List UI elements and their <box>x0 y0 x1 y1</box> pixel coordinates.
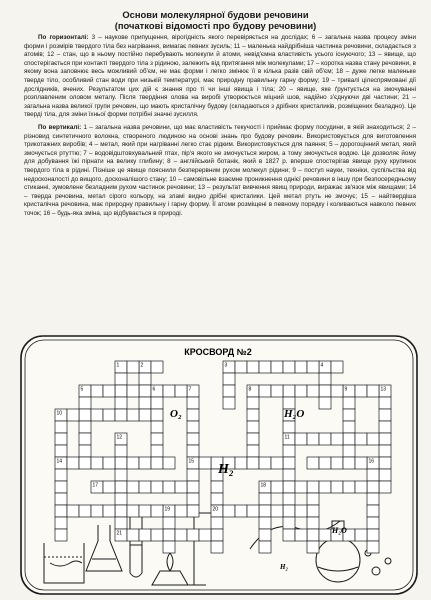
title-line-2: (початкові відомості про будову речовини) <box>114 20 317 31</box>
crossword-cell[interactable] <box>247 505 259 517</box>
crossword-cell[interactable] <box>55 421 67 433</box>
crossword-cell[interactable] <box>343 409 355 421</box>
crossword-cell[interactable] <box>115 397 127 409</box>
crossword-cell[interactable] <box>79 421 91 433</box>
crossword-cell[interactable] <box>79 433 91 445</box>
crossword-cell[interactable] <box>307 493 319 505</box>
crossword-cell[interactable] <box>319 433 331 445</box>
crossword-cell[interactable] <box>115 385 127 397</box>
crossword-cell[interactable] <box>91 505 103 517</box>
crossword-cell[interactable] <box>247 361 259 373</box>
crossword-cell[interactable] <box>379 469 391 481</box>
crossword-cell[interactable] <box>127 361 139 373</box>
crossword-cell[interactable] <box>343 481 355 493</box>
crossword-cell[interactable] <box>187 529 199 541</box>
crossword-cell[interactable] <box>139 397 151 409</box>
crossword-cell[interactable] <box>307 529 319 541</box>
crossword-cell[interactable] <box>247 457 259 469</box>
crossword-cell[interactable] <box>151 445 163 457</box>
crossword-cell[interactable] <box>355 433 367 445</box>
crossword-cell[interactable] <box>223 397 235 409</box>
crossword-cell[interactable] <box>103 457 115 469</box>
crossword-cell[interactable] <box>307 517 319 529</box>
crossword-cell[interactable] <box>139 481 151 493</box>
crossword-cell[interactable] <box>139 529 151 541</box>
crossword-cell[interactable] <box>91 385 103 397</box>
crossword-cell[interactable] <box>283 361 295 373</box>
crossword-cell[interactable] <box>271 361 283 373</box>
crossword-cell[interactable] <box>115 505 127 517</box>
crossword-cell[interactable] <box>331 385 343 397</box>
crossword-cell[interactable] <box>55 505 67 517</box>
vertical-text: 1 – загальна назва речовини, що має властивість текучості і приймає форму посудини, в якій знаходиться; 2 – різновид синтетичного волокна, створеного людиною на основі знань про будову речовин. Використовується для виготовлення трикотажних виробів; 4 – метал, який при нагріванні легко стає рідким. Використовується для паяння; 5 – дорогоцінний метал, який змочується ртуттю; 7 – водовідштовхувальний птах, пір'я якого не змочується жиром, а тому змочується водою. Це дозволяє йому для добування їжі пірнати на велику глибину; 8 – англійський ботанік, який в 1827 р. вперше спостерігав явище руху крупинок твердого тіла в рідині. Пізніше це явище пояснили безперервним рухом молекул рідини; 9 – поступ науки, техніки, суспільства від недосконалості до вищого, досконалішого стану; 10 – самовільне взаємне проникнення однієї речовини в іншу при безпосередньому стиканні, зумовлене безладним рухом частинок речовини; 13 – результат вивчення явищ природи, виражає зв'язок між явищами; 14 – тверда речовина, метал сірого кольору, на зламі видно дрібні кристалики. Цей метал ртуть не змочує; 15 – найтвердіша кристалічна речовина, має природну правильну і гарну форму. Її атоми розміщені в певному порядку і коливаються навколо певних точок; 16 – будь-яка зміна, що відбувається в природі. <box>24 123 416 217</box>
crossword-cell[interactable] <box>91 457 103 469</box>
crossword-cell[interactable] <box>367 529 379 541</box>
crossword-cell[interactable] <box>115 481 127 493</box>
crossword-cell[interactable] <box>79 457 91 469</box>
formula-label: H₂O <box>332 526 347 535</box>
crossword-cell[interactable] <box>151 481 163 493</box>
crossword-cell[interactable] <box>163 541 175 553</box>
crossword-cell[interactable] <box>163 481 175 493</box>
crossword-cell[interactable] <box>163 517 175 529</box>
crossword-cell[interactable] <box>187 493 199 505</box>
crossword-cell[interactable] <box>283 385 295 397</box>
crossword-cell[interactable] <box>259 529 271 541</box>
crossword-cell[interactable] <box>115 517 127 529</box>
crossword-cell[interactable] <box>379 433 391 445</box>
crossword-cell[interactable] <box>379 457 391 469</box>
crossword-cell[interactable] <box>367 493 379 505</box>
cell-number: 1 <box>116 362 120 369</box>
crossword-cell[interactable] <box>283 517 295 529</box>
crossword-cell[interactable] <box>271 385 283 397</box>
crossword-cell[interactable] <box>283 505 295 517</box>
crossword-cell[interactable] <box>367 469 379 481</box>
crossword-cell[interactable] <box>283 493 295 505</box>
crossword-cell[interactable] <box>235 457 247 469</box>
crossword-cell[interactable] <box>307 433 319 445</box>
crossword-cell[interactable] <box>319 397 331 409</box>
crossword-cell[interactable] <box>247 445 259 457</box>
crossword-cell[interactable] <box>283 481 295 493</box>
cell-number: 14 <box>56 458 63 465</box>
cell-number: 17 <box>92 482 99 489</box>
crossword-cell[interactable] <box>343 421 355 433</box>
cell-number: 5 <box>80 386 84 393</box>
cell-number: 9 <box>344 386 348 393</box>
formula-label: O₂ <box>170 408 182 420</box>
crossword-cell[interactable] <box>55 493 67 505</box>
crossword-cell[interactable] <box>343 433 355 445</box>
crossword-cell[interactable] <box>331 361 343 373</box>
crossword-cell[interactable] <box>307 541 319 553</box>
crossword-cell[interactable] <box>271 505 283 517</box>
crossword-cell[interactable] <box>139 373 151 385</box>
crossword-cell[interactable] <box>187 505 199 517</box>
crossword-cell[interactable] <box>259 517 271 529</box>
crossword-cell[interactable] <box>115 493 127 505</box>
crossword-cell[interactable] <box>55 469 67 481</box>
crossword-cell[interactable] <box>163 385 175 397</box>
crossword-cell[interactable] <box>295 433 307 445</box>
crossword-cell[interactable] <box>379 481 391 493</box>
formula-label: H₂ <box>280 563 288 571</box>
crossword-cell[interactable] <box>295 481 307 493</box>
cell-number: 3 <box>224 362 228 369</box>
crossword-cell[interactable] <box>139 505 151 517</box>
crossword-cell[interactable] <box>163 529 175 541</box>
crossword-cell[interactable] <box>103 505 115 517</box>
crossword-cell[interactable] <box>319 373 331 385</box>
crossword-cell[interactable] <box>103 385 115 397</box>
crossword-cell[interactable] <box>307 385 319 397</box>
vertical-clues <box>24 124 416 219</box>
crossword-cell[interactable] <box>223 385 235 397</box>
crossword-cell[interactable] <box>283 529 295 541</box>
crossword-cell[interactable] <box>379 409 391 421</box>
crossword-cell[interactable] <box>283 421 295 433</box>
crossword-cell[interactable] <box>211 481 223 493</box>
crossword-cell[interactable] <box>115 445 127 457</box>
crossword-cell[interactable] <box>79 397 91 409</box>
crossword-cell[interactable] <box>379 397 391 409</box>
crossword-cell[interactable] <box>127 481 139 493</box>
crossword-cell[interactable] <box>199 457 211 469</box>
crossword-cell[interactable] <box>79 409 91 421</box>
crossword-cell[interactable] <box>151 505 163 517</box>
crossword-cell[interactable] <box>115 373 127 385</box>
crossword-cell[interactable] <box>187 445 199 457</box>
crossword-cell[interactable] <box>151 409 163 421</box>
cell-number: 21 <box>116 530 123 537</box>
crossword-cell[interactable] <box>127 457 139 469</box>
crossword-cell[interactable] <box>235 361 247 373</box>
crossword-cell[interactable] <box>343 457 355 469</box>
crossword-cell[interactable] <box>115 457 127 469</box>
crossword-cell[interactable] <box>163 457 175 469</box>
cell-number: 7 <box>188 386 192 393</box>
crossword-cell[interactable] <box>151 397 163 409</box>
crossword-cell[interactable] <box>175 529 187 541</box>
crossword-cell[interactable] <box>319 385 331 397</box>
crossword-cell[interactable] <box>247 397 259 409</box>
crossword-cell[interactable] <box>283 457 295 469</box>
crossword-cell[interactable] <box>211 529 223 541</box>
crossword-cell[interactable] <box>91 409 103 421</box>
crossword-cell[interactable] <box>139 385 151 397</box>
crossword-cell[interactable] <box>187 409 199 421</box>
crossword-cell[interactable] <box>187 421 199 433</box>
crossword-cell[interactable] <box>211 541 223 553</box>
crossword-cell[interactable] <box>367 385 379 397</box>
crossword-cell[interactable] <box>331 481 343 493</box>
cell-number: 10 <box>56 410 63 417</box>
crossword-cell[interactable] <box>295 361 307 373</box>
crossword-cell[interactable] <box>247 409 259 421</box>
crossword-cell[interactable] <box>175 385 187 397</box>
crossword-cell[interactable] <box>55 529 67 541</box>
crossword-cell[interactable] <box>151 433 163 445</box>
horizontal-clues <box>24 34 416 120</box>
cell-number: 19 <box>164 506 171 513</box>
crossword-cell[interactable] <box>103 481 115 493</box>
formula-label: H₂ <box>218 462 234 477</box>
crossword-cell[interactable] <box>127 529 139 541</box>
crossword-cell[interactable] <box>55 433 67 445</box>
crossword-cell[interactable] <box>115 469 127 481</box>
crossword-cell[interactable] <box>151 529 163 541</box>
crossword-cell[interactable] <box>307 361 319 373</box>
crossword-cell[interactable] <box>151 421 163 433</box>
crossword-cell[interactable] <box>355 481 367 493</box>
crossword-cell[interactable] <box>331 433 343 445</box>
crossword-cell[interactable] <box>319 529 331 541</box>
cell-number: 8 <box>248 386 252 393</box>
crossword-cell[interactable] <box>127 505 139 517</box>
crossword-cell[interactable] <box>103 409 115 421</box>
crossword-cell[interactable] <box>379 421 391 433</box>
crossword-cell[interactable] <box>295 529 307 541</box>
crossword-cell[interactable] <box>67 457 79 469</box>
crossword-cell[interactable] <box>319 457 331 469</box>
crossword-cell[interactable] <box>79 505 91 517</box>
crossword-cell[interactable] <box>259 541 271 553</box>
crossword-cell[interactable] <box>67 505 79 517</box>
crossword-cell[interactable] <box>55 517 67 529</box>
crossword-cell[interactable] <box>343 397 355 409</box>
crossword-cell[interactable] <box>127 409 139 421</box>
crossword-cell[interactable] <box>259 385 271 397</box>
crossword-cell[interactable] <box>211 493 223 505</box>
crossword-cell[interactable] <box>247 433 259 445</box>
crossword-cell[interactable] <box>151 457 163 469</box>
crossword-cell[interactable] <box>367 517 379 529</box>
crossword-title: КРОСВОРД №2 <box>184 347 252 357</box>
crossword-cell[interactable] <box>55 445 67 457</box>
crossword-cell[interactable] <box>139 409 151 421</box>
crossword-cell[interactable] <box>379 445 391 457</box>
crossword-cell[interactable] <box>283 469 295 481</box>
crossword-cell[interactable] <box>307 505 319 517</box>
crossword-cell[interactable] <box>319 481 331 493</box>
crossword-cell[interactable] <box>355 529 367 541</box>
crossword-cell[interactable] <box>139 457 151 469</box>
crossword-puzzle <box>20 335 418 595</box>
crossword-cell[interactable] <box>355 385 367 397</box>
cell-number: 16 <box>368 458 375 465</box>
crossword-cell[interactable] <box>307 457 319 469</box>
crossword-cell[interactable] <box>187 397 199 409</box>
crossword-cell[interactable] <box>151 361 163 373</box>
page-title <box>0 9 431 31</box>
crossword-cell[interactable] <box>67 409 79 421</box>
crossword-cell[interactable] <box>187 481 199 493</box>
crossword-cell[interactable] <box>295 385 307 397</box>
cell-number: 4 <box>320 362 324 369</box>
crossword-cell[interactable] <box>271 457 283 469</box>
crossword-cell[interactable] <box>283 445 295 457</box>
crossword-cell[interactable] <box>307 481 319 493</box>
crossword-cell[interactable] <box>235 505 247 517</box>
cell-number: 18 <box>260 482 267 489</box>
clues-section <box>24 34 416 222</box>
horizontal-text: 3 – наукове припущення, вірогідність якого перевіряється на дослідах; 6 – загальна назва процесу зміни форми і розмірів твердого тіла без нагрівання, вимагає певних зусиль; 11 – маленька найдрібніша частинка речовини, складається з атомів; 12 – стан, що в ньому постійно перебувають молекули й атоми, невід'ємна властивість усього існуючого; 13 – явище, що спостерігається при контакті твердого тіла з рідиною, залежить від притягання між молекулами; 17 – коротка назва стану речовини, в якому вона заповнює весь можливий об'єм, не має форми і легко змінює її в кілька разів свій об'єм; 18 – дуже легке маленьке тверде тіло, особливий стан води при низькій температурі, має природну правильну гарну форму; 19 – тривалі цілеспрямовані дії дослідників, вчених. Результатом цих дій є знання про ті чи інші явища і тіла; 20 – явище, яке ґрунтується на змочуванні розплавленим оловом металу. Після твердіння олова на виробі утворюється міцний шов, надійно з'єднуючи дві частини; 21 – загальна назва великої групи речовин, що мають кристалічну будову (складаються з дрібних кристаликів, розміщених безладно). Це тверді тіла, для зміни їхньої форми потрібні значні зусилля. <box>24 34 417 119</box>
crossword-cell[interactable] <box>295 505 307 517</box>
crossword-cell[interactable] <box>247 421 259 433</box>
crossword-cell[interactable] <box>175 505 187 517</box>
crossword-cell[interactable] <box>367 481 379 493</box>
vertical-label: По вертикалі: <box>38 123 82 131</box>
crossword-cell[interactable] <box>343 445 355 457</box>
cell-number: 11 <box>284 434 290 441</box>
cell-number: 20 <box>212 506 219 513</box>
title-line-1: Основи молекулярної будови речовини <box>122 9 309 20</box>
crossword-cell[interactable] <box>79 445 91 457</box>
crossword-cell[interactable] <box>199 529 211 541</box>
crossword-cell[interactable] <box>211 517 223 529</box>
crossword-cell[interactable] <box>271 481 283 493</box>
crossword-cell[interactable] <box>259 361 271 373</box>
crossword-cell[interactable] <box>367 505 379 517</box>
cell-number: 13 <box>380 386 387 393</box>
cell-number: 2 <box>140 362 144 369</box>
crossword-cell[interactable] <box>187 433 199 445</box>
crossword-cell[interactable] <box>175 481 187 493</box>
crossword-cell[interactable] <box>355 457 367 469</box>
crossword-cell[interactable] <box>223 505 235 517</box>
crossword-cell[interactable] <box>223 373 235 385</box>
horizontal-label: По горизонталі: <box>38 34 89 41</box>
crossword-cell[interactable] <box>259 505 271 517</box>
cell-number: 12 <box>116 434 123 441</box>
crossword-cell[interactable] <box>367 433 379 445</box>
crossword-cell[interactable] <box>331 457 343 469</box>
crossword-cell[interactable] <box>259 457 271 469</box>
crossword-cell[interactable] <box>187 469 199 481</box>
crossword-cell[interactable] <box>115 409 127 421</box>
crossword-cell[interactable] <box>55 481 67 493</box>
cell-number: 15 <box>188 458 195 465</box>
crossword-cell[interactable] <box>259 493 271 505</box>
crossword-cell[interactable] <box>367 541 379 553</box>
crossword-cell[interactable] <box>127 385 139 397</box>
cell-number: 6 <box>152 386 156 393</box>
formula-label: H₂O <box>284 408 305 420</box>
